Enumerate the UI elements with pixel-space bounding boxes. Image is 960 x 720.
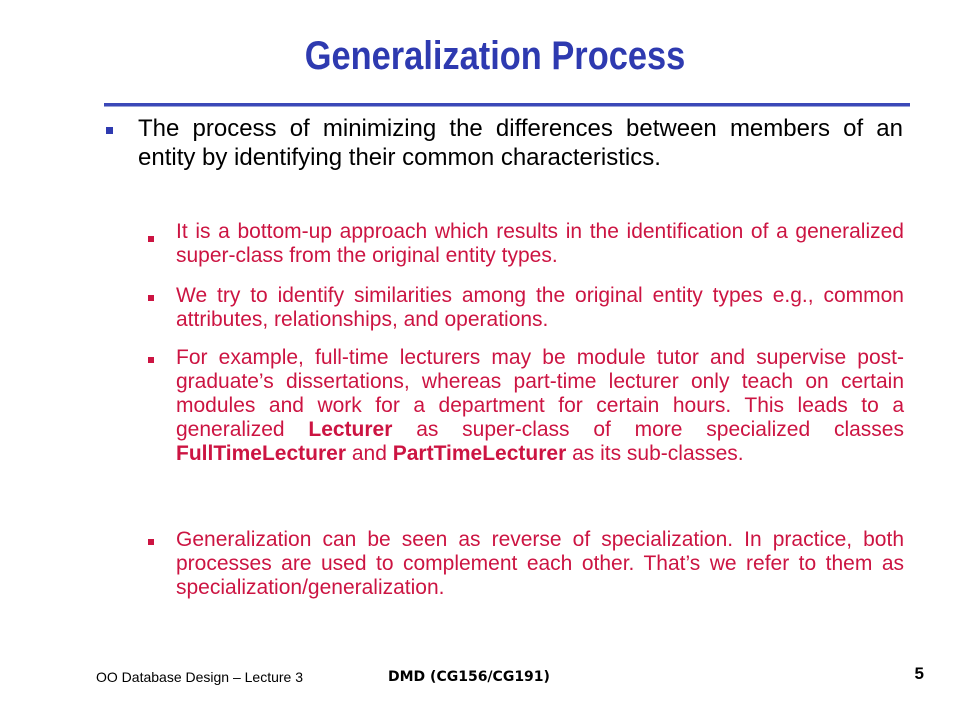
sub-bullet-marker [148, 539, 154, 545]
sub-bullet-3-text-a: For example, full-time lecturers may be module tutor and supervise post-graduate’s dissertations, whereas part-time lecturer only teach on certain modules and work for a department for certain hours. This leads to a generalized [176, 346, 904, 441]
sub-bullet-3-text-d: as its sub-classes. [566, 442, 744, 465]
term-lecturer: Lecturer [308, 418, 393, 441]
sub-bullet-1: It is a bottom-up approach which results in the identification of a generalized super-class from the original entity types. [176, 220, 904, 267]
term-parttimelecturer: PartTimeLecturer [392, 442, 567, 465]
bullet-marker [106, 127, 113, 134]
footer-course: OO Database Design – Lecture 3 [96, 669, 304, 685]
main-bullet: The process of minimizing the differences between members of an entity by identifying their common characteristics. [138, 115, 903, 171]
sub-bullet-marker [148, 357, 154, 363]
footer-module-code: DMD (CG156/CG191) [388, 669, 550, 685]
page-number: 5 [914, 664, 924, 683]
title-underline-shadow [104, 106, 910, 107]
sub-bullet-3-text-c: and [346, 442, 393, 465]
sub-bullet-3-text-b: as super-class of more specialized classes [392, 418, 904, 441]
sub-bullet-marker [148, 295, 154, 301]
sub-bullet-3 [176, 346, 904, 466]
slide-title: Generalization Process [304, 34, 686, 78]
sub-bullet-marker [148, 236, 154, 242]
sub-bullet-2: We try to identify similarities among the original entity types e.g., common attributes, relationships, and operations. [176, 284, 904, 331]
sub-bullet-4: Generalization can be seen as reverse of specialization. In practice, both processes are used to complement each other. That’s we refer to them as specialization/generalization. [176, 528, 904, 599]
term-fulltimelecturer: FullTimeLecturer [176, 442, 346, 465]
